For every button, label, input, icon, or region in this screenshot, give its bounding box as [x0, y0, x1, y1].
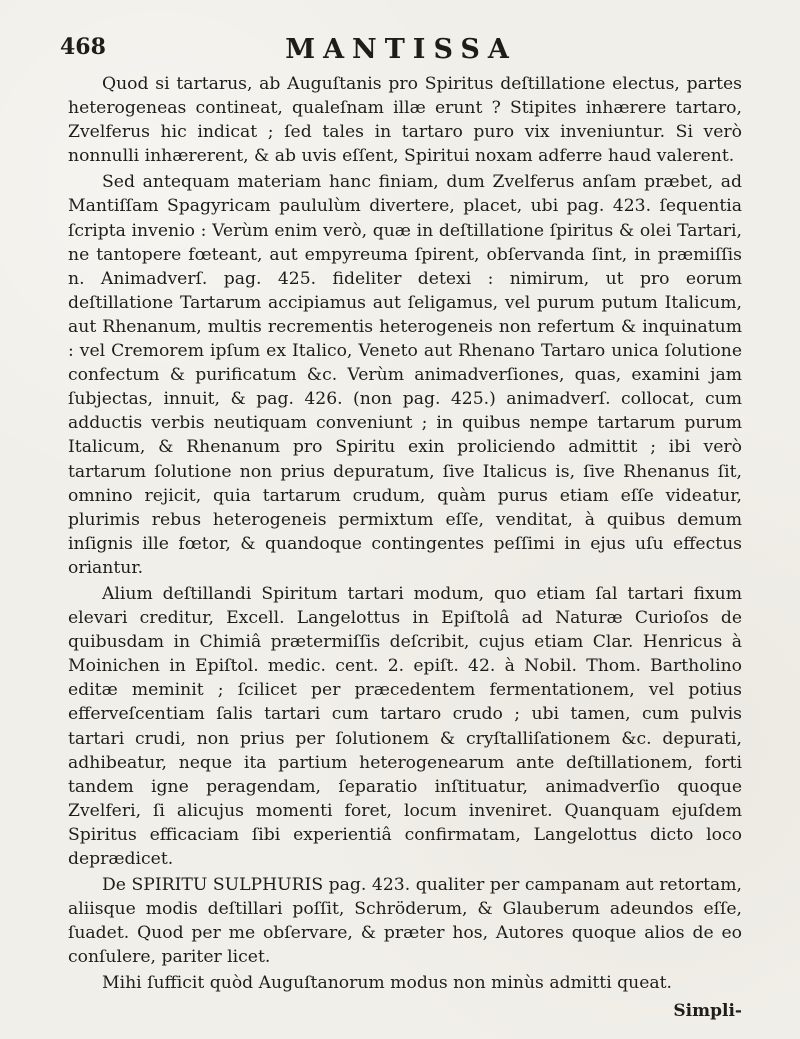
paragraph-5: Mihi ſufficit quòd Auguſtanorum modus non minùs admitti queat. [102, 973, 673, 994]
paragraph-3: Alium deſtillandi Spiritum tartari modum, quo etiam ſal tartari fixum elevari creditur, Excell. Langelottus in Epiſtolâ ad Naturæ Curioſos de quibusdam in Chimiâ prætermiſſis deſcribit, cujus etiam Clar. Henricus à Moinichen in Epiſtol. medic. cent. 2. epiſt. 42. à Nobil. Thom. Bartholino editæ meminit ; ſcilicet per præcedentem fermentationem, vel potius effervеſcentiam ſalis tartari cum tartaro crudo ; ubi tamen, cum pulvis tartari crudi, non prius per ſolutionem & cryſtalliſationem &c. depurati, adhibeatur, neque ita partium heterogenearum ante deſtillationem, forti tandem igne peragendam, ſeparatio inſtituatur, animadverſio quoque Zvelferi, ſi alicujus momenti foret, locum inveniret. Quanquam ejuſdem Spiritus efficaciam ſibi experientiâ confirmatam, Langelottus dicto loco deprædicet. [68, 583, 742, 869]
main-text [68, 72, 742, 996]
page-header [60, 34, 742, 64]
running-head: MANTISSA [285, 34, 517, 65]
paragraph-2: Sed antequam materiam hanc finiam, dum Zvelferus anſam præbet, ad Mantiſſam Spagyricam paululùm divertere, placet, ubi pag. 423. ſequentia ſcripta invenio : Verùm enim verò, quæ in deſtillatione ſpiritus & olei Tartari, ne tantopere fœteant, aut empyreuma ſpirent, obſervanda ſint, in præmiſſis n. Animadverſ. pag. 425. fideliter detexi : nimirum, ut pro eorum deſtillatione Tartarum accipiamus aut ſeligamus, vel purum putum Italicum, aut Rhenanum, multis recrementis heterogeneis non refertum & inquinatum : vel Cremorem ipſum ex Italico, Veneto aut Rhenano Tartaro unica ſolutione confectum & purificatum &c. Verùm animadverſiones, quas, examini jam ſubjectas, innuit, & pag. 426. (non pag. 425.) animadverſ. collocat, cum adductis verbis neutiquam conveniunt ; in quibus nempe tartarum purum Italicum, & Rhenanum pro Spiritu exin proliciendo admittit ; ibi verò tartarum ſolutione non prius depuratum, ſive Italicus is, ſive Rhenanus ſit, omnino rejicit, quia tartarum crudum, quàm purus etiam eſſe videatur, plurimis rebus heterogeneis permixtum eſſe, venditat, à quibus demum inſignis ille fœtor, & quandoque contingentes peſſimi in ejus uſu effectus oriantur. [68, 172, 742, 578]
page-number: 468 [60, 34, 106, 60]
paragraph-4: De SPIRITU SULPHURIS pag. 423. qualiter per campanam aut retortam, aliisque modis deſtillari poſſit, Schröderum, & Glauberum adeundos eſſe, ſuadet. Quod per me obſervare, & præter hos, Autores quoque alios de eo conſulere, pariter licet. [68, 875, 742, 968]
catchword: Simpli- [673, 1001, 742, 1021]
paragraph-1: Quod si tartarus, ab Auguſtanis pro Spiritus deſtillatione electus, partes heterogeneas contineat, qualeſnam illæ erunt ? Stipites inhærere tartaro, Zvelferus hic indicat ; ſed tales in tartaro puro vix inveniuntur. Si verò nonnulli inhærerent, & ab uvis eſſent, Spiritui noxam adferre haud valerent. [68, 74, 742, 167]
